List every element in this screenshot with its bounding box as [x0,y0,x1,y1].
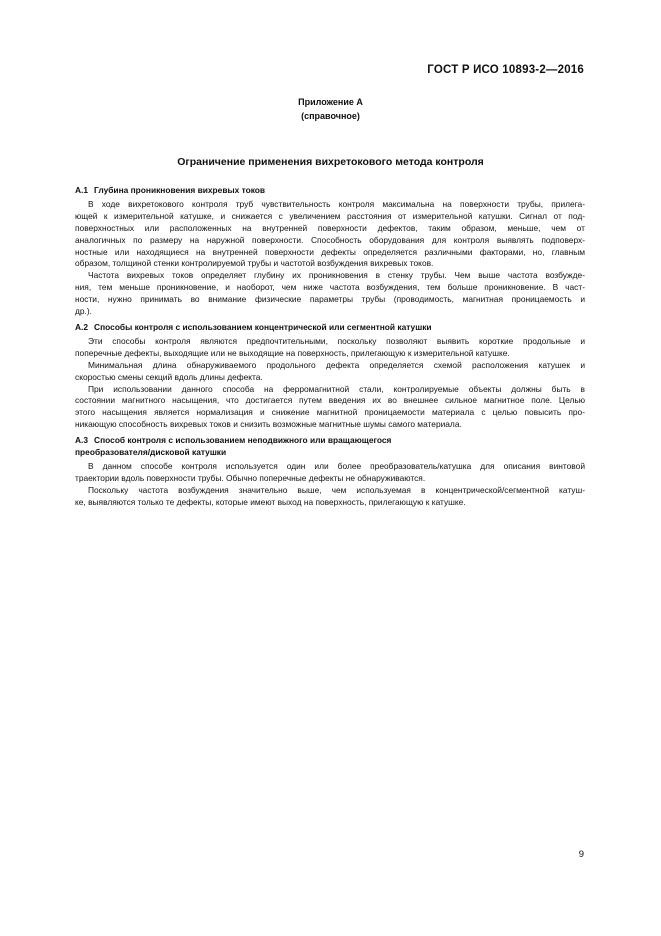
text-line: ющей к измерительной катушке, и снижается с увеличением расстояния от измерительной катушки. Сигнал от под- [75,210,585,221]
annex-type: (справочное) [301,111,360,121]
text-line: никающую способность вихревых токов и снизить возможные магнитные шумы самого материала. [75,419,462,430]
text-line: поперечные дефекты, выходящие или не выходящие на поверхность, прилегающую к измерительной катушке. [75,347,510,358]
section-a1-number: А.1 [75,185,89,195]
section-a2-paragraph-1 [75,336,585,360]
document-body [75,185,585,509]
section-a1-paragraph-1 [75,199,585,270]
text-line: Эти способы контроля являются предпочтительными, поскольку позволяют выявить короткие продольные и [88,335,585,346]
section-a3-heading [75,435,585,459]
section-a3-title: Способ контроля с использованием неподвижного или вращающегося [94,435,392,446]
section-a1-paragraph-2 [75,270,585,318]
text-line: В ходе вихретокового контроля труб чувствительность контроля максимальна на поверхности трубы, прилега- [88,198,585,209]
annex-title: Ограничение применения вихретокового метода контроля [177,156,484,168]
section-a2-heading [75,322,585,334]
text-line: В данном способе контроля используется один или более преобразователь/катушка для описания винтовой [88,460,585,471]
section-a3-paragraph-1 [75,461,585,485]
text-line: образом, толщиной стенки контролируемой трубы и частотой возбуждения вихревых токов. [75,258,434,269]
annex-heading [0,95,661,123]
text-line: др.). [75,306,92,317]
section-a2-paragraph-3 [75,384,585,432]
text-line: скоростью смены секций вдоль длины дефекта. [75,371,263,382]
text-line: ния, тем меньше проникновение, и наоборот, чем ниже частота возбуждения, тем больше проникновение. В част- [75,282,585,293]
section-a2-paragraph-2 [75,360,585,384]
text-line: ностные или находящиеся на внутренней поверхности дефекты определяется различными факторами, но, главным [75,246,585,257]
section-a3-title-line-2: преобразователя/дисковой катушки [75,447,227,458]
section-a1-title: Глубина проникновения вихревых токов [94,185,266,195]
section-a3-title-line-1 [75,435,585,447]
text-line: этого насыщения является нормализация и снижение магнитной проницаемости материала с целью повысить про- [75,407,585,418]
section-a2-title: Способы контроля с использованием концентрической или сегментной катушки [94,321,432,332]
section-a2-number: А.2 [75,321,89,332]
text-line: поверхностных или расположенных на внутренней поверхности дефектов, таким образом, меньше, чем от [75,222,585,233]
section-a3-number: А.3 [75,435,89,446]
text-line: состоянии магнитного насыщения, что достигается путем введения их во внешнее сильное магнитное поле. Целью [75,395,585,406]
text-line: Поскольку частота возбуждения значительно выше, чем используемая в концентрической/сегментной катуш- [88,484,585,495]
text-line: ке, выявляются только те дефекты, которые имеют выход на поверхность, прилегающую к катушке. [75,496,466,507]
annex-label: Приложение А [298,97,363,107]
section-a1-heading [75,185,585,197]
document-id: ГОСТ Р ИСО 10893-2—2016 [427,64,584,76]
text-line: При использовании данного способа на ферромагнитной стали, контролируемые объекты должны быть в [88,383,585,394]
page-number: 9 [578,849,584,860]
section-a3-paragraph-2 [75,485,585,509]
text-line: Минимальная длина обнаруживаемого продольного дефекта определяется схемой расположения катушек и [88,359,585,370]
text-line: Частота вихревых токов определяет глубину их проникновения в стенку трубы. Чем выше частота возбужде- [88,270,585,281]
text-line: ности, нужно принимать во внимание физические параметры трубы (проводимость, магнитная проницаемость и [75,294,585,305]
text-line: траектории вдоль поверхности трубы. Обычно поперечные дефекты не обнаруживаются. [75,472,426,483]
text-line: аналогичных по размеру на наружной поверхности. Способность оборудования для контроля выявлять подповерх- [75,234,585,245]
